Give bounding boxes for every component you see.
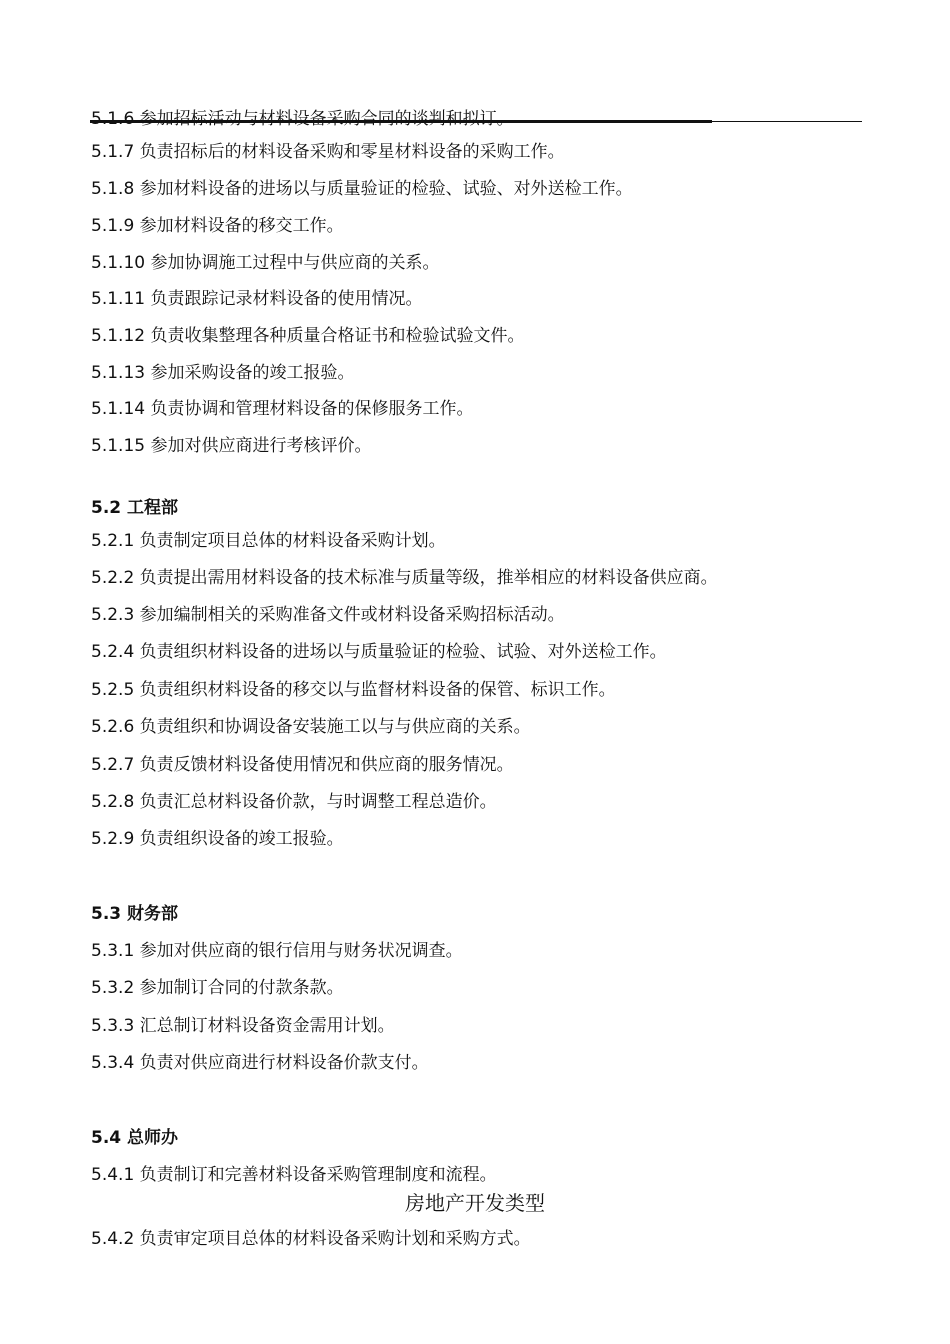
text-line-5-1-14: 5.1.14 负责协调和管理材料设备的保修服务工作。 bbox=[91, 399, 474, 419]
text-line-5-4-2: 5.4.2 负责审定项目总体的材料设备采购计划和采购方式。 bbox=[91, 1229, 531, 1249]
text-line-5-2-3: 5.2.3 参加编制相关的采购准备文件或材料设备采购招标活动。 bbox=[91, 605, 565, 625]
text-line-5-2-4: 5.2.4 负责组织材料设备的进场以与质量验证的检验、试验、对外送检工作。 bbox=[91, 642, 667, 662]
text-line-5-2-7: 5.2.7 负责反馈材料设备使用情况和供应商的服务情况。 bbox=[91, 755, 514, 775]
text-line-5-3-2: 5.3.2 参加制订合同的付款条款。 bbox=[91, 978, 344, 998]
section-heading-5-3: 5.3 财务部 bbox=[91, 904, 179, 924]
text-line-5-2-5: 5.2.5 负责组织材料设备的移交以与监督材料设备的保管、标识工作。 bbox=[91, 680, 616, 700]
text-line-5-2-1: 5.2.1 负责制定项目总体的材料设备采购计划。 bbox=[91, 531, 446, 551]
text-line-5-3-4: 5.3.4 负责对供应商进行材料设备价款支付。 bbox=[91, 1053, 429, 1073]
strike-rule-thin bbox=[712, 121, 862, 122]
text-line-5-3-3: 5.3.3 汇总制订材料设备资金需用计划。 bbox=[91, 1016, 395, 1036]
section-heading-5-4: 5.4 总师办 bbox=[91, 1128, 179, 1148]
watermark-text: 房地产开发类型 bbox=[405, 1191, 545, 1215]
text-line-5-4-1: 5.4.1 负责制订和完善材料设备采购管理制度和流程。 bbox=[91, 1165, 497, 1185]
strike-rule-thick bbox=[90, 120, 712, 123]
text-line-5-2-9: 5.2.9 负责组织设备的竣工报验。 bbox=[91, 829, 344, 849]
text-line-5-1-10: 5.1.10 参加协调施工过程中与供应商的关系。 bbox=[91, 253, 440, 273]
section-heading-5-2: 5.2 工程部 bbox=[91, 498, 179, 518]
text-line-5-1-11: 5.1.11 负责跟踪记录材料设备的使用情况。 bbox=[91, 289, 423, 309]
text-line-5-1-6: 5.1.6 参加招标活动与材料设备采购合同的谈判和拟订。 bbox=[91, 109, 514, 129]
text-line-5-1-9: 5.1.9 参加材料设备的移交工作。 bbox=[91, 216, 344, 236]
text-line-5-1-12: 5.1.12 负责收集整理各种质量合格证书和检验试验文件。 bbox=[91, 326, 525, 346]
text-line-5-1-15: 5.1.15 参加对供应商进行考核评价。 bbox=[91, 436, 372, 456]
text-line-5-2-8: 5.2.8 负责汇总材料设备价款，与时调整工程总造价。 bbox=[91, 792, 497, 812]
text-line-5-1-8: 5.1.8 参加材料设备的进场以与质量验证的检验、试验、对外送检工作。 bbox=[91, 179, 633, 199]
text-line-5-2-2: 5.2.2 负责提出需用材料设备的技术标准与质量等级，推举相应的材料设备供应商。 bbox=[91, 568, 718, 588]
text-line-5-1-13: 5.1.13 参加采购设备的竣工报验。 bbox=[91, 363, 355, 383]
text-line-5-2-6: 5.2.6 负责组织和协调设备安装施工以与与供应商的关系。 bbox=[91, 717, 531, 737]
text-line-5-3-1: 5.3.1 参加对供应商的银行信用与财务状况调查。 bbox=[91, 941, 463, 961]
text-line-5-1-7: 5.1.7 负责招标后的材料设备采购和零星材料设备的采购工作。 bbox=[91, 142, 565, 162]
